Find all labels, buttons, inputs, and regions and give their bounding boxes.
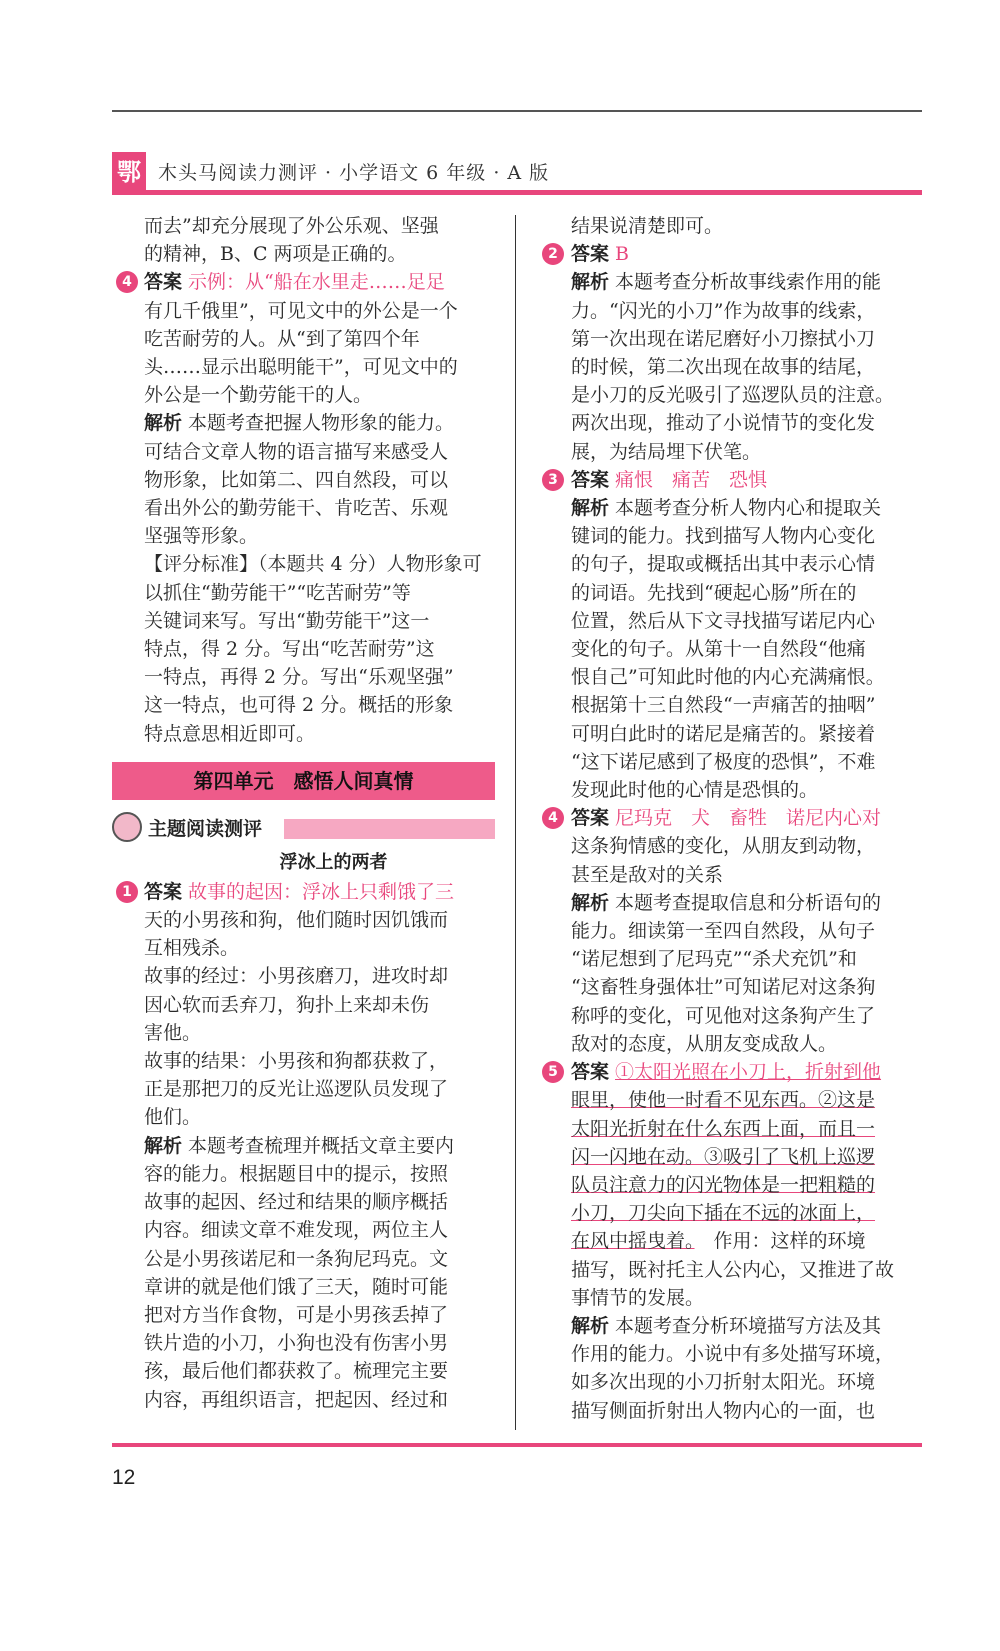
analysis-text: 本题考查分析环境描写方法及其 <box>615 1314 882 1337</box>
analysis-line: 描写侧面折射出人物内心的一面，也 <box>571 1399 876 1422</box>
answer-underlined-tail: 在风中摇曳着。 <box>571 1230 695 1253</box>
analysis-line: 作用的能力。小说中有多处描写环境， <box>571 1343 895 1366</box>
answer-line: 这条狗情感的变化，从朋友到动物， <box>571 835 876 858</box>
page-header <box>112 152 922 192</box>
answer-label: 答案 <box>571 243 610 266</box>
question-5 <box>548 1058 920 1425</box>
analysis-line: 敌对的态度，从朋友变成敌人。 <box>571 1032 838 1055</box>
analysis-line: 两次出现，推动了小说情节的变化发 <box>571 412 876 435</box>
right-column <box>548 212 920 1425</box>
analysis-line: 的句子，提取或概括出其中表示心情 <box>571 553 876 576</box>
scoring-line: 关键词来写。写出“勤劳能干”这一 <box>144 609 430 632</box>
analysis-line: 把对方当作食物，可是小男孩丢掉了 <box>144 1303 449 1326</box>
left-column <box>112 212 495 1414</box>
answer-line: 正是那把刀的反光让巡逻队员发现了 <box>144 1078 449 1101</box>
answer-line: 他们。 <box>144 1106 202 1129</box>
analysis-line: 可结合文章人物的语言描写来感受人 <box>144 440 449 463</box>
analysis-line: 坚强等形象。 <box>144 525 259 548</box>
answer-line: 故事的经过：小男孩磨刀，进攻时却 <box>144 965 449 988</box>
analysis-text: 本题考查梳理并概括文章主要内 <box>188 1134 455 1157</box>
footer-rule <box>112 1443 922 1447</box>
analysis-line: 发现此时他的心情是恐惧的。 <box>571 779 819 802</box>
answer-line: 闪一闪地在动。③吸引了飞机上巡逻 <box>571 1145 876 1168</box>
answer-effect-start: 作用：这样的环境 <box>694 1230 866 1253</box>
analysis-line: 变化的句子。从第十一自然段“他痛 <box>571 638 866 661</box>
top-rule <box>112 110 922 112</box>
question-head <box>548 804 920 832</box>
answer-line: 眼里，使他一时看不见东西。②这是 <box>571 1089 876 1112</box>
answer-line: 小刀，刀尖向下插在不远的冰面上， <box>571 1202 876 1225</box>
analysis-line: 展，为结局埋下伏笔。 <box>571 440 762 463</box>
scoring-line: 这一特点，也可得 2 分。概括的形象 <box>144 694 454 717</box>
question-number: 4 <box>542 807 564 829</box>
answer-line <box>548 1227 920 1255</box>
analysis-line: 第一次出现在诺尼磨好小刀擦拭小刀 <box>571 327 876 350</box>
question-3 <box>548 466 920 804</box>
answer-line: 描写，既衬托主人公内心，又推进了故 <box>571 1258 895 1281</box>
analysis-line <box>548 889 920 917</box>
answer-line: 互相残杀。 <box>144 937 240 960</box>
question-number: 1 <box>116 881 138 903</box>
answer-line: 头……显示出聪明能干”，可见文中的 <box>144 356 458 379</box>
answer-line: 故事的结果：小男孩和狗都获救了， <box>144 1050 449 1073</box>
analysis-line: 位置，然后从下文寻找描写诺尼内心 <box>571 609 876 632</box>
analysis-line: “这下诺尼感到了极度的恐惧”，不难 <box>571 750 876 773</box>
analysis-line: 故事的起因、经过和结果的顺序概括 <box>144 1191 449 1214</box>
analysis-line: 章讲的就是他们饿了三天，随时可能 <box>144 1275 449 1298</box>
left-intro <box>112 212 495 268</box>
answer-line: 因心软而丢弃刀，狗扑上来却未伤 <box>144 993 430 1016</box>
question-4-left <box>112 268 495 747</box>
answer-label: 答案 <box>571 1061 610 1084</box>
analysis-text: 本题考查把握人物形象的能力。 <box>188 412 455 435</box>
analysis-line <box>112 1132 495 1160</box>
analysis-line: 是小刀的反光吸引了巡逻队员的注意。 <box>571 384 895 407</box>
text-line: 结果说清楚即可。 <box>571 215 724 237</box>
analysis-label: 解析 <box>571 891 610 914</box>
column-divider <box>515 215 516 1430</box>
analysis-line <box>112 409 495 437</box>
analysis-line <box>548 494 920 522</box>
question-1 <box>112 878 495 1414</box>
analysis-line: 物形象，比如第二、四自然段，可以 <box>144 468 449 491</box>
analysis-text: 本题考查提取信息和分析语句的 <box>615 891 882 914</box>
analysis-line: 看出外公的勤劳能干、肯吃苦、乐观 <box>144 497 449 520</box>
analysis-line <box>548 268 920 296</box>
analysis-line: 孩，最后他们都获救了。梳理完主要 <box>144 1360 449 1383</box>
story-title: 浮冰上的两者 <box>279 851 388 873</box>
analysis-label: 解析 <box>144 412 183 435</box>
analysis-line: 铁片造的小刀，小狗也没有伤害小男 <box>144 1332 449 1355</box>
answer-label: 答案 <box>571 807 610 830</box>
mascot-icon <box>112 812 142 842</box>
section-title: 主题阅读测评 <box>148 817 263 840</box>
answer-line: 有几千俄里”，可见文中的外公是一个 <box>144 299 458 322</box>
answer-label: 答案 <box>144 880 183 903</box>
answer-label: 答案 <box>144 271 183 294</box>
analysis-line: “这畜牲身强体壮”可知诺尼对这条狗 <box>571 976 876 999</box>
answer-line: 事情节的发展。 <box>571 1286 705 1309</box>
analysis-line: 公是小男孩诺尼和一条狗尼玛克。文 <box>144 1247 449 1270</box>
analysis-label: 解析 <box>571 1314 610 1337</box>
analysis-text: 本题考查分析人物内心和提取关 <box>615 497 882 520</box>
unit-title-bar: 第四单元 感悟人间真情 <box>112 762 495 800</box>
answer-text: 示例：从“船在水里走……足足 <box>188 271 445 294</box>
text-line: 的精神，B、C 两项是正确的。 <box>144 243 407 266</box>
scoring-line: 特点，得 2 分。写出“吃苦耐劳”这 <box>144 638 435 661</box>
answer-line: 外公是一个勤劳能干的人。 <box>144 384 373 407</box>
answer-label: 答案 <box>571 468 610 491</box>
analysis-line: 容的能力。根据题目中的提示，按照 <box>144 1162 449 1185</box>
scoring-line: 以抓住“勤劳能干”“吃苦耐劳”等 <box>144 581 411 604</box>
analysis-line: 可明白此时的诺尼是痛苦的。紧接着 <box>571 722 876 745</box>
analysis-line: 内容，再组织语言，把起因、经过和 <box>144 1388 449 1411</box>
answer-text: ①太阳光照在小刀上，折射到他 <box>615 1061 882 1084</box>
question-head <box>548 466 920 494</box>
answer-text: 故事的起因：浮冰上只剩饿了三 <box>188 880 455 903</box>
answer-line: 甚至是敌对的关系 <box>571 863 724 886</box>
scoring-line: 特点意思相近即可。 <box>144 722 316 745</box>
analysis-line: 键词的能力。找到描写人物内心变化 <box>571 525 876 548</box>
analysis-line: 的词语。先找到“硬起心肠”所在的 <box>571 581 857 604</box>
analysis-line: 恨自己”可知此时他的内心充满痛恨。 <box>571 666 885 689</box>
analysis-line: 称呼的变化，可见他对这条狗产生了 <box>571 1004 876 1027</box>
analysis-line: 力。“闪光的小刀”作为故事的线索， <box>571 299 876 322</box>
analysis-label: 解析 <box>571 271 610 294</box>
answer-line: 害他。 <box>144 1021 202 1044</box>
text-line: 而去”却充分展现了外公乐观、坚强 <box>144 215 439 237</box>
answer-line: 队员注意力的闪光物体是一把粗糙的 <box>571 1173 876 1196</box>
answer-line: 吃苦耐劳的人。从“到了第四个年 <box>144 327 420 350</box>
question-number: 4 <box>116 271 138 293</box>
answer-text: 尼玛克 犬 畜牲 诺尼内心对 <box>615 807 882 830</box>
analysis-line: “诺尼想到了尼玛克”“杀犬充饥”和 <box>571 948 857 971</box>
section-header <box>112 810 495 844</box>
question-head <box>112 878 495 906</box>
analysis-line: 内容。细读文章不难发现，两位主人 <box>144 1219 449 1242</box>
question-number: 5 <box>542 1061 564 1083</box>
answer-text: B <box>615 243 629 266</box>
answer-line: 天的小男孩和狗，他们随时因饥饿而 <box>144 909 449 932</box>
question-head <box>548 1058 920 1086</box>
answer-text: 痛恨 痛苦 恐惧 <box>615 468 768 491</box>
book-title: 木头马阅读力测评 · 小学语文 6 年级 · A 版 <box>158 162 550 184</box>
scoring-line: 【评分标准】（本题共 4 分）人物形象可 <box>144 553 482 576</box>
analysis-text: 本题考查分析故事线索作用的能 <box>615 271 882 294</box>
analysis-label: 解析 <box>571 497 610 520</box>
province-badge: 鄂 <box>112 152 146 192</box>
analysis-line: 如多次出现的小刀折射太阳光。环境 <box>571 1371 876 1394</box>
question-head <box>548 240 920 268</box>
question-number: 3 <box>542 469 564 491</box>
header-rule <box>112 190 922 195</box>
question-2 <box>548 240 920 466</box>
analysis-line: 能力。细读第一至四自然段，从句子 <box>571 920 876 943</box>
page-number: 12 <box>112 1466 136 1489</box>
analysis-line <box>548 1312 920 1340</box>
analysis-line: 根据第十三自然段“一声痛苦的抽咽” <box>571 694 876 717</box>
analysis-label: 解析 <box>144 1134 183 1157</box>
question-head <box>112 268 495 296</box>
question-number: 2 <box>542 243 564 265</box>
answer-line: 太阳光折射在什么东西上面，而且一 <box>571 1117 876 1140</box>
scoring-line: 一特点，再得 2 分。写出“乐观坚强” <box>144 666 454 689</box>
analysis-line: 的时候，第二次出现在故事的结尾， <box>571 356 876 379</box>
section-bar <box>284 819 495 839</box>
question-4-right <box>548 804 920 1058</box>
